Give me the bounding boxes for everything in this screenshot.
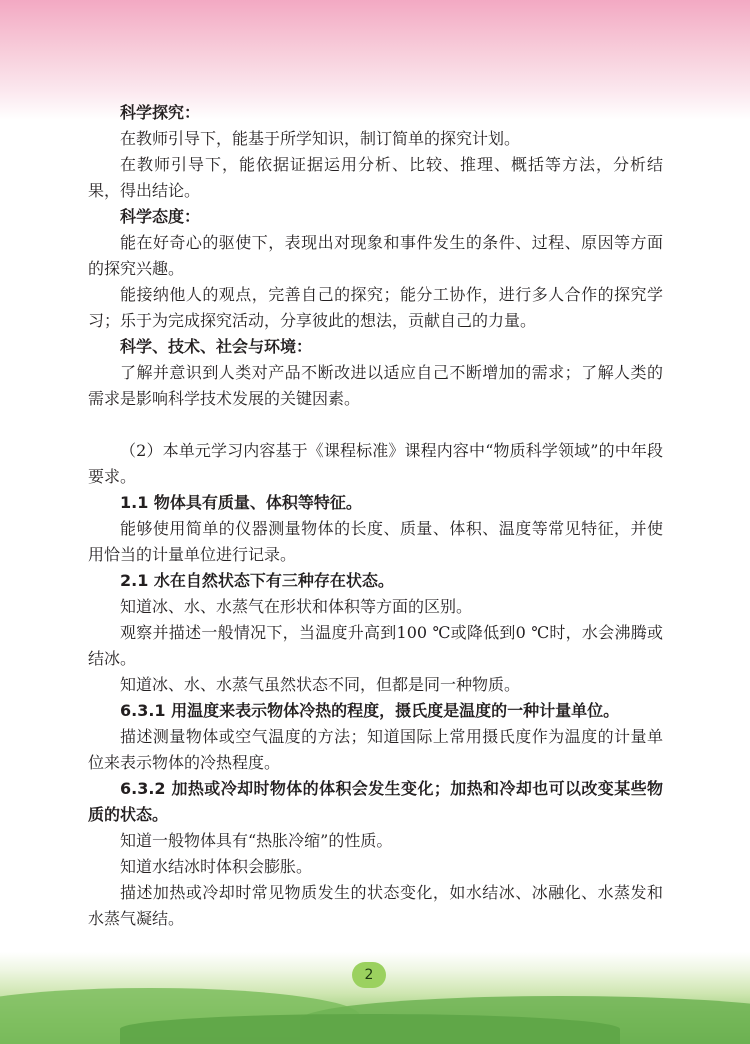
heading-1-1: 1.1 物体具有质量、体积等特征。 bbox=[120, 493, 362, 512]
heading-scientific-attitude: 科学态度： bbox=[120, 207, 201, 226]
grass-hill bbox=[120, 1014, 620, 1044]
paragraph: 知道一般物体具有“热胀冷缩”的性质。 bbox=[120, 831, 393, 850]
paragraph: 知道冰、水、水蒸气在形状和体积等方面的区别。 bbox=[120, 597, 473, 616]
blank-line bbox=[88, 412, 663, 438]
paragraph: 描述加热或冷却时常见物质发生的状态变化，如水结冰、冰融化、水蒸发和水蒸气凝结。 bbox=[88, 883, 663, 928]
paragraph: （2）本单元学习内容基于《课程标准》课程内容中“物质科学领域”的中年段要求。 bbox=[88, 441, 663, 486]
heading-sts-environment: 科学、技术、社会与环境： bbox=[120, 337, 313, 356]
paragraph: 在教师引导下，能依据证据运用分析、比较、推理、概括等方法，分析结果，得出结论。 bbox=[88, 155, 663, 200]
paragraph: 观察并描述一般情况下，当温度升高到100 ℃或降低到0 ℃时，水会沸腾或结冰。 bbox=[88, 623, 663, 668]
paragraph: 能够使用简单的仪器测量物体的长度、质量、体积、温度等常见特征，并使用恰当的计量单位进行记录。 bbox=[88, 519, 663, 564]
heading-6-3-2: 6.3.2 加热或冷却时物体的体积会发生变化；加热和冷却也可以改变某些物质的状态。 bbox=[88, 779, 663, 824]
paragraph: 能接纳他人的观点，完善自己的探究；能分工协作，进行多人合作的探究学习；乐于为完成探究活动，分享彼此的想法，贡献自己的力量。 bbox=[88, 285, 663, 330]
paragraph: 能在好奇心的驱使下，表现出对现象和事件发生的条件、过程、原因等方面的探究兴趣。 bbox=[88, 233, 663, 278]
paragraph: 知道水结冰时体积会膨胀。 bbox=[120, 857, 313, 876]
paragraph: 在教师引导下，能基于所学知识，制订简单的探究计划。 bbox=[120, 129, 521, 148]
heading-2-1: 2.1 水在自然状态下有三种存在状态。 bbox=[120, 571, 394, 590]
page-number: 2 bbox=[352, 962, 386, 988]
paragraph: 描述测量物体或空气温度的方法；知道国际上常用摄氏度作为温度的计量单位来表示物体的冷热程度。 bbox=[88, 727, 663, 772]
page-body bbox=[88, 100, 663, 932]
paragraph: 了解并意识到人类对产品不断改进以适应自己不断增加的需求；了解人类的需求是影响科学技术发展的关键因素。 bbox=[88, 363, 663, 408]
heading-scientific-inquiry: 科学探究： bbox=[120, 103, 201, 122]
heading-6-3-1: 6.3.1 用温度来表示物体冷热的程度，摄氏度是温度的一种计量单位。 bbox=[120, 701, 620, 720]
paragraph: 知道冰、水、水蒸气虽然状态不同，但都是同一种物质。 bbox=[120, 675, 521, 694]
